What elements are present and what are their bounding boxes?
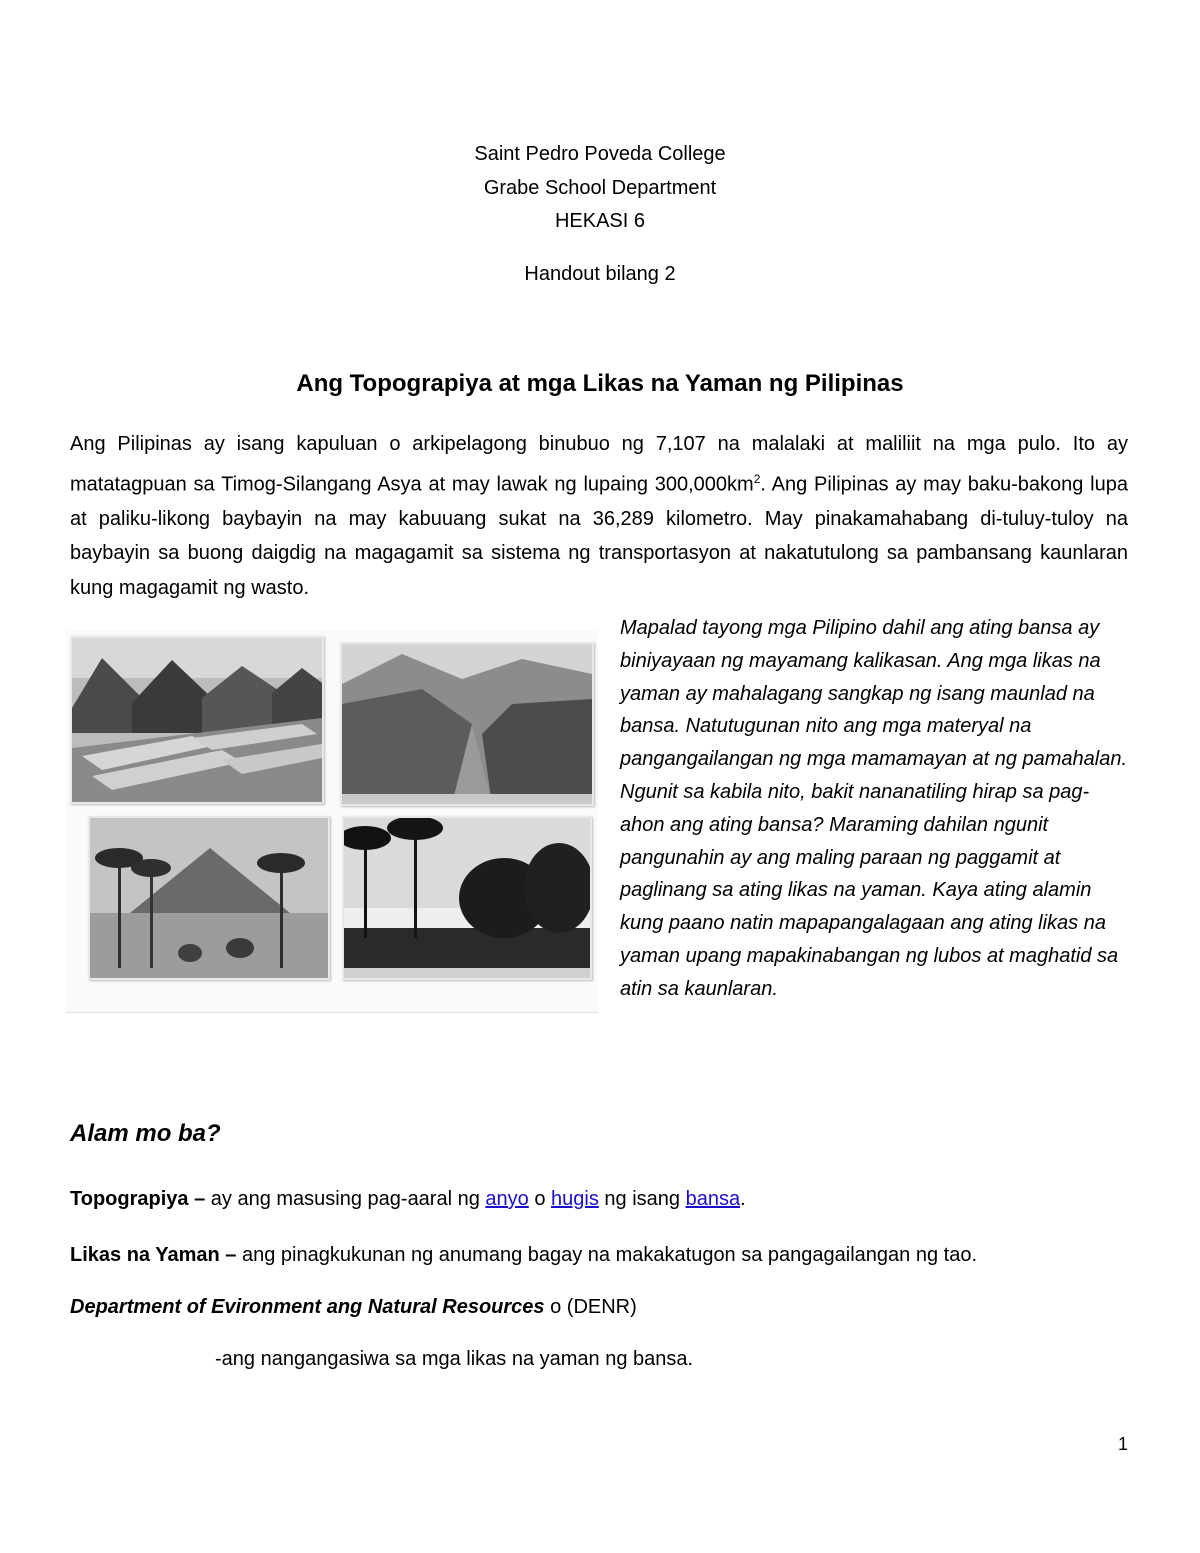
- intro-text-a: Ang Pilipinas ay isang kapuluan o arkipelagong binubuo ng 7,107 na malalaki at maliliit na mga pulo. Ito ay matatagpuan sa Timog-Silangang Asya at may lawak ng lupaing 300,000km: [70, 433, 1128, 496]
- def-text: ng isang: [598, 1188, 686, 1210]
- link-hugis[interactable]: hugis: [551, 1188, 599, 1210]
- department-name: Grabe School Department: [483, 177, 717, 199]
- definition-likas: [70, 1244, 977, 1267]
- def-text: o (DENR): [544, 1296, 637, 1318]
- def-text: o: [528, 1188, 552, 1210]
- def-text: .: [740, 1188, 746, 1210]
- alam-heading: Alam mo ba?: [70, 1120, 221, 1147]
- page-number: 1: [1118, 1434, 1129, 1454]
- village-photo: [70, 636, 324, 804]
- palms-photo: [342, 816, 592, 980]
- photo-collage: [66, 630, 598, 1013]
- link-bansa[interactable]: bansa: [685, 1188, 741, 1210]
- superscript: 2: [753, 471, 761, 486]
- term-topograpiya: Topograpiya –: [70, 1188, 206, 1210]
- term-denr: Department of Evironment ang Natural Resources: [70, 1296, 545, 1318]
- intro-text-b: . Ang Pilipinas ay may baku-bakong lupa at paliku-likong baybayin na may kabuuang sukat na 36,289 kilometro. May pinakamahabang di-tuluy-tuloy na baybayin sa buong daigdig na magagamit sa sistema ng transportasyon at nakatutulong sa pambansang kaunlaran kung magagamit ng wasto.: [70, 473, 1128, 599]
- mountain-photo: [340, 642, 594, 806]
- term-likas: Likas na Yaman –: [70, 1244, 237, 1266]
- def-text: ay ang masusing pag-aaral ng: [205, 1188, 486, 1210]
- handout-number: Handout bilang 2: [524, 263, 676, 285]
- side-paragraph: Mapalad tayong mga Pilipino dahil ang ating bansa ay biniyayaan ng mayamang kalikasan. Ang mga likas na yaman ay mahalagang sangkap ng isang maunlad na bansa. Natutugunan nito ang mga materyal na pangangailangan ng mga mamamayan at ng pamahalan. Ngunit sa kabila nito, bakit nananatiling hirap sa pag-ahon ang ating bansa? Maraming dahilan ngunit pangunahin ay ang maling paraan ng paggamit at paglinang sa ating likas na yaman. Kaya ating alamin kung paano natin mapapangalagaan ang ating likas na yaman upang mapakinabangan ng lubos at maghatid sa atin sa kaunlaran.: [620, 617, 1128, 1000]
- page-title: Ang Topograpiya at mga Likas na Yaman ng Pilipinas: [296, 370, 904, 397]
- intro-paragraph: [70, 427, 1128, 605]
- volcano-photo: [88, 816, 330, 980]
- definition-topograpiya: [70, 1188, 746, 1211]
- link-anyo[interactable]: anyo: [485, 1188, 529, 1210]
- definition-denr: [70, 1296, 637, 1319]
- subject-name: HEKASI 6: [554, 210, 646, 232]
- def-text: ang pinagkukunan ng anumang bagay na makakatugon sa pangagailangan ng tao.: [236, 1244, 978, 1266]
- denr-description: -ang nangangasiwa sa mga likas na yaman ng bansa.: [215, 1348, 694, 1370]
- school-name: Saint Pedro Poveda College: [474, 143, 726, 165]
